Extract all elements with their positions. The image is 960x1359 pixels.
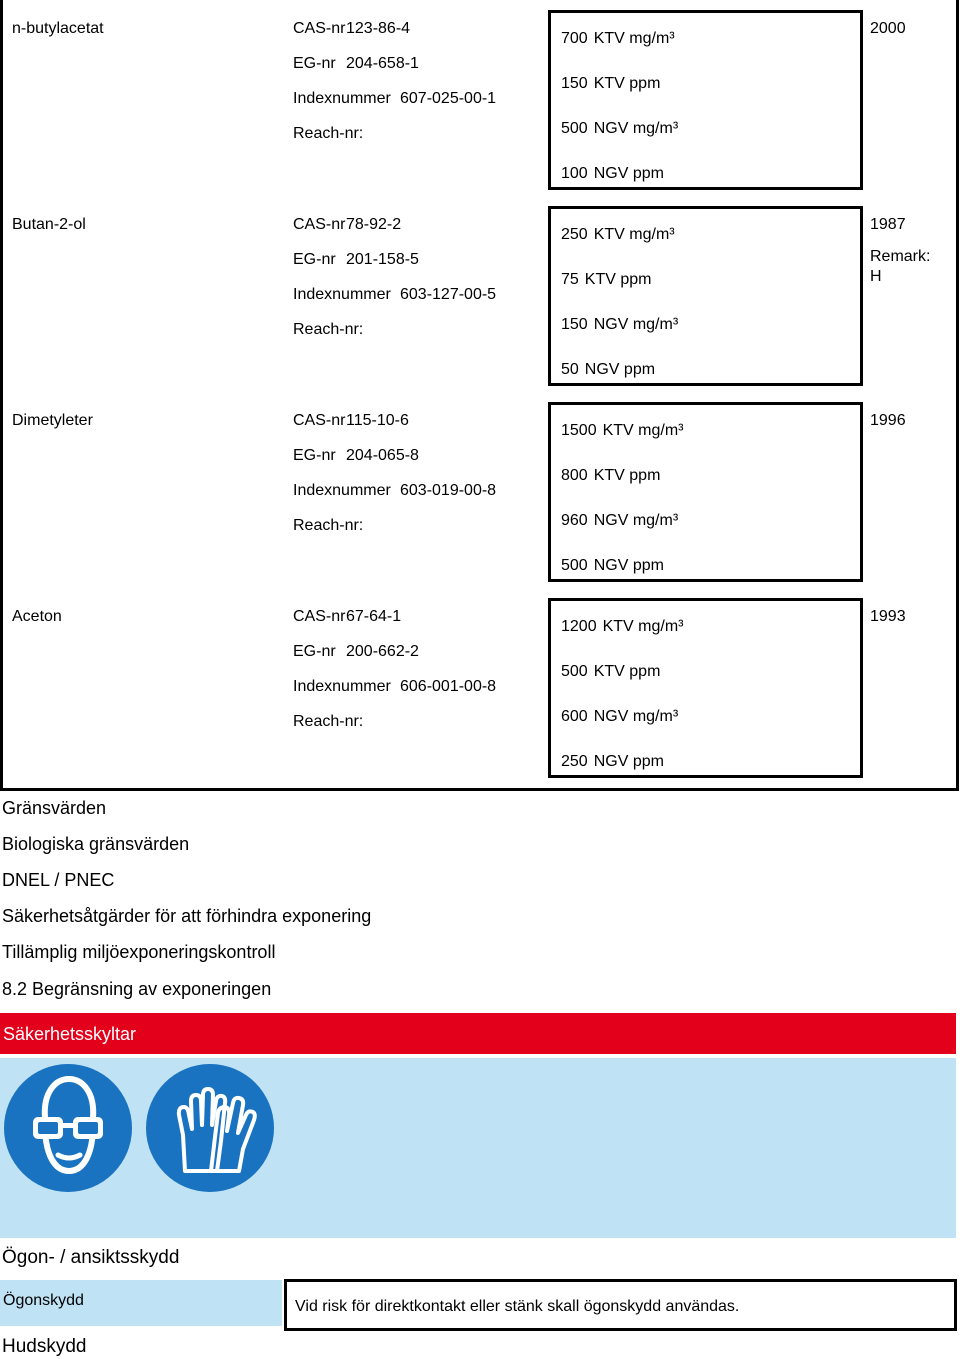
- limit-year: 2000: [870, 20, 906, 37]
- identifier-line: [293, 215, 496, 250]
- identifier-value: 204-065-8: [346, 447, 419, 464]
- substance-identifiers: [293, 19, 496, 159]
- eye-protection-heading: Ögon- / ansiktsskydd: [2, 1247, 180, 1268]
- exposure-limit: [561, 74, 678, 119]
- limit-value: 600: [561, 708, 588, 725]
- identifier-label: CAS-nr: [293, 20, 346, 37]
- identifier-value: 603-127-00-5: [400, 286, 497, 303]
- limit-unit: NGV mg/m³: [593, 512, 679, 529]
- identifier-line: [293, 516, 496, 551]
- limit-value: 500: [561, 663, 588, 680]
- identifier-line: [293, 712, 496, 747]
- limit-value: 1200: [561, 618, 597, 635]
- limit-value: 250: [561, 226, 588, 243]
- identifier-value: 607-025-00-1: [400, 90, 497, 107]
- heading-safety-measures: Säkerhetsåtgärder för att förhindra exponering: [2, 906, 372, 926]
- limit-remark: Remark: H: [870, 248, 931, 285]
- identifier-line: [293, 250, 496, 285]
- exposure-limit: [561, 617, 683, 662]
- limit-unit: KTV mg/m³: [602, 618, 684, 635]
- identifier-line: [293, 54, 496, 89]
- identifier-line: [293, 89, 496, 124]
- identifier-value: 606-001-00-8: [400, 678, 497, 695]
- identifier-line: [293, 320, 496, 355]
- limit-value: 100: [561, 165, 588, 182]
- protective-gloves-sign-icon: [145, 1063, 275, 1193]
- identifier-label: EG-nr: [293, 643, 336, 660]
- identifier-label: CAS-nr: [293, 216, 346, 233]
- identifier-line: [293, 481, 496, 516]
- limit-unit: KTV mg/m³: [593, 30, 675, 47]
- exposure-limit: [561, 511, 683, 556]
- identifier-value: 603-019-00-8: [400, 482, 497, 499]
- identifier-label: Reach-nr:: [293, 517, 364, 534]
- identifier-label: Reach-nr:: [293, 125, 364, 142]
- exposure-limit: [561, 315, 678, 360]
- limit-year: 1987: [870, 216, 906, 233]
- substance-identifiers: [293, 411, 496, 551]
- limit-unit: NGV ppm: [593, 557, 664, 574]
- substance-row: [0, 392, 960, 588]
- substance-name: Butan-2-ol: [12, 216, 86, 233]
- safety-signs-panel: [0, 1058, 956, 1238]
- limit-value: 50: [561, 361, 579, 378]
- substance-name: n-butylacetat: [12, 20, 104, 37]
- identifier-line: [293, 446, 496, 481]
- limit-unit: NGV mg/m³: [593, 120, 679, 137]
- limit-unit: NGV mg/m³: [593, 708, 679, 725]
- limit-unit: NGV ppm: [584, 361, 656, 378]
- identifier-line: [293, 19, 496, 54]
- identifier-label: Indexnummer: [293, 482, 391, 499]
- limit-unit: NGV mg/m³: [593, 316, 679, 333]
- identifier-value: 201-158-5: [346, 251, 419, 268]
- heading-biological-limits: Biologiska gränsvärden: [2, 834, 190, 854]
- exposure-limit: [561, 421, 683, 466]
- exposure-limit: [561, 29, 678, 74]
- heading-exposure-limitation: 8.2 Begränsning av exponeringen: [2, 979, 272, 999]
- limit-unit: NGV ppm: [593, 753, 664, 770]
- identifier-label: Reach-nr:: [293, 713, 364, 730]
- exposure-limit: [561, 270, 678, 315]
- identifier-label: Indexnummer: [293, 90, 391, 107]
- safety-goggles-sign-icon: [3, 1063, 133, 1193]
- exposure-limit: [561, 662, 683, 707]
- identifier-label: EG-nr: [293, 251, 336, 268]
- eye-protection-description: Vid risk för direktkontakt eller stänk skall ögonskydd användas.: [295, 1298, 740, 1315]
- identifier-value: 67-64-1: [346, 608, 402, 625]
- skin-protection-heading: Hudskydd: [2, 1336, 87, 1357]
- limit-value: 150: [561, 316, 588, 333]
- exposure-limit: [561, 752, 683, 797]
- limit-value: 500: [561, 557, 588, 574]
- substance-identifiers: [293, 607, 496, 747]
- identifier-label: CAS-nr: [293, 412, 346, 429]
- limit-unit: KTV mg/m³: [593, 226, 675, 243]
- substance-row: [0, 0, 960, 196]
- identifier-label: Indexnummer: [293, 286, 391, 303]
- identifier-label: EG-nr: [293, 447, 336, 464]
- limit-value: 700: [561, 30, 588, 47]
- eye-protection-label: Ögonskydd: [3, 1292, 84, 1309]
- limit-value: 500: [561, 120, 588, 137]
- exposure-limits-box: [548, 598, 863, 778]
- heading-limit-values: Gränsvärden: [2, 798, 107, 818]
- exposure-limits-box: [548, 10, 863, 190]
- identifier-label: Reach-nr:: [293, 321, 364, 338]
- identifier-line: [293, 677, 496, 712]
- limit-value: 150: [561, 75, 588, 92]
- substance-name: Aceton: [12, 608, 62, 625]
- limit-value: 1500: [561, 422, 597, 439]
- identifier-value: 204-658-1: [346, 55, 419, 72]
- safety-signs-bar: [0, 1013, 956, 1054]
- limit-value: 960: [561, 512, 588, 529]
- exposure-limit: [561, 707, 683, 752]
- limit-value: 75: [561, 271, 579, 288]
- limit-unit: NGV ppm: [593, 165, 664, 182]
- heading-dnel-pnec: DNEL / PNEC: [2, 870, 115, 890]
- identifier-line: [293, 411, 496, 446]
- identifier-line: [293, 124, 496, 159]
- identifier-label: Indexnummer: [293, 678, 391, 695]
- limit-year: 1996: [870, 412, 906, 429]
- limit-year: 1993: [870, 608, 906, 625]
- substance-row: [0, 588, 960, 784]
- limit-unit: KTV ppm: [584, 271, 652, 288]
- exposure-limits-box: [548, 402, 863, 582]
- substance-row: [0, 196, 960, 392]
- exposure-limit: [561, 225, 678, 270]
- limit-unit: KTV ppm: [593, 663, 661, 680]
- identifier-value: 78-92-2: [346, 216, 402, 233]
- identifier-value: 115-10-6: [346, 412, 409, 429]
- limit-unit: KTV ppm: [593, 75, 661, 92]
- limit-value: 800: [561, 467, 588, 484]
- eye-protection-label-cell: [0, 1280, 282, 1326]
- identifier-label: EG-nr: [293, 55, 336, 72]
- eye-protection-description-box: [284, 1279, 957, 1331]
- heading-environmental-control: Tillämplig miljöexponeringskontroll: [2, 942, 276, 962]
- limit-unit: KTV ppm: [593, 467, 661, 484]
- identifier-line: [293, 642, 496, 677]
- substance-name: Dimetyleter: [12, 412, 93, 429]
- identifier-label: CAS-nr: [293, 608, 346, 625]
- safety-signs-title: Säkerhetsskyltar: [3, 1024, 137, 1044]
- substance-identifiers: [293, 215, 496, 355]
- identifier-value: 200-662-2: [346, 643, 419, 660]
- exposure-limit: [561, 119, 678, 164]
- identifier-line: [293, 285, 496, 320]
- exposure-limit: [561, 466, 683, 511]
- identifier-value: 123-86-4: [346, 20, 411, 37]
- limit-value: 250: [561, 753, 588, 770]
- limit-unit: KTV mg/m³: [602, 422, 684, 439]
- exposure-limits-box: [548, 206, 863, 386]
- identifier-line: [293, 607, 496, 642]
